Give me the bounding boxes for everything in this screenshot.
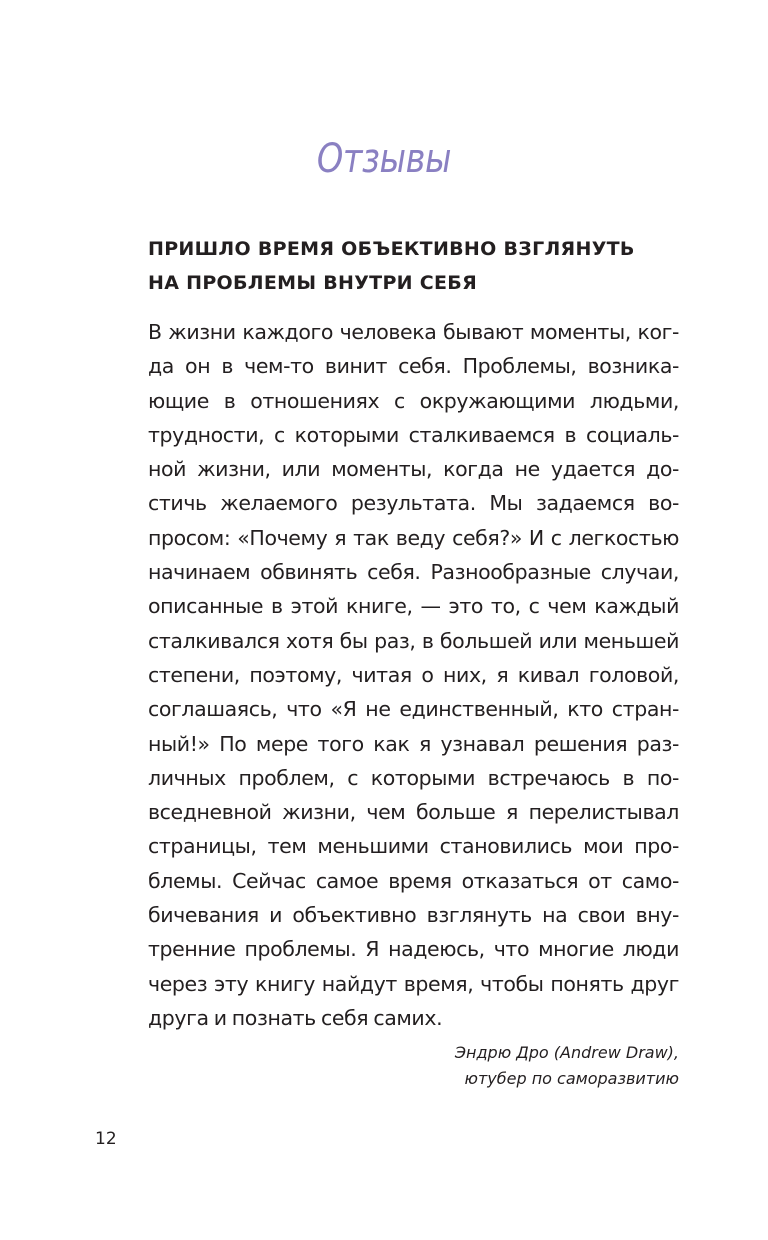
- body-line: через эту книгу найдут время, чтобы понять друг: [148, 971, 679, 996]
- attribution: [455, 1040, 679, 1092]
- body-line: сталкивался хотя бы раз, в большей или меньшей: [148, 628, 679, 653]
- body-line: стичь желаемого результата. Мы задаемся во-: [148, 491, 679, 516]
- body-line: ющие в отношениях с окружающими людьми,: [148, 388, 679, 413]
- body-line: друга и познать себя самих.: [148, 1005, 443, 1030]
- section-heading: [148, 232, 688, 300]
- body-line: В жизни каждого человека бывают моменты, ког-: [148, 320, 679, 344]
- body-line: трудности, с которыми сталкиваемся в социаль-: [148, 422, 679, 447]
- body-line: тренние проблемы. Я надеюсь, что многие люди: [148, 937, 679, 962]
- body-line: ной жизни, или моменты, когда не удается до-: [148, 457, 679, 482]
- body-line: да он в чем-то винит себя. Проблемы, возника-: [148, 354, 679, 379]
- review-body: [148, 315, 679, 1035]
- body-line: страницы, тем меньшими становились мои про-: [148, 834, 679, 859]
- page-title: Отзывы: [316, 136, 452, 182]
- body-line: вседневной жизни, чем больше я перелистывал: [148, 800, 679, 825]
- attribution-role: ютубер по саморазвитию: [464, 1069, 679, 1088]
- body-line: описанные в этой книге, — это то, с чем каждый: [148, 594, 679, 619]
- attribution-author: Эндрю Дро (Andrew Draw),: [454, 1043, 679, 1062]
- body-line: начинаем обвинять себя. Разнообразные случаи,: [148, 560, 679, 585]
- section-heading-line-2: НА ПРОБЛЕМЫ ВНУТРИ СЕБЯ: [148, 272, 478, 294]
- body-line: бичевания и объективно взглянуть на свои вну-: [148, 903, 679, 928]
- body-line: соглашаясь, что «Я не единственный, кто стран-: [148, 697, 679, 722]
- section-heading-line-1: ПРИШЛО ВРЕМЯ ОБЪЕКТИВНО ВЗГЛЯНУТЬ: [148, 238, 635, 260]
- body-line: блемы. Сейчас самое время отказаться от само-: [148, 868, 679, 893]
- body-line: степени, поэтому, читая о них, я кивал головой,: [148, 662, 679, 687]
- body-line: ный!» По мере того как я узнавал решения раз-: [148, 731, 679, 756]
- page-number: 12: [95, 1129, 117, 1149]
- body-line: просом: «Почему я так веду себя?» И с легкостью: [148, 525, 679, 550]
- body-line: личных проблем, с которыми встречаюсь в по-: [148, 765, 679, 790]
